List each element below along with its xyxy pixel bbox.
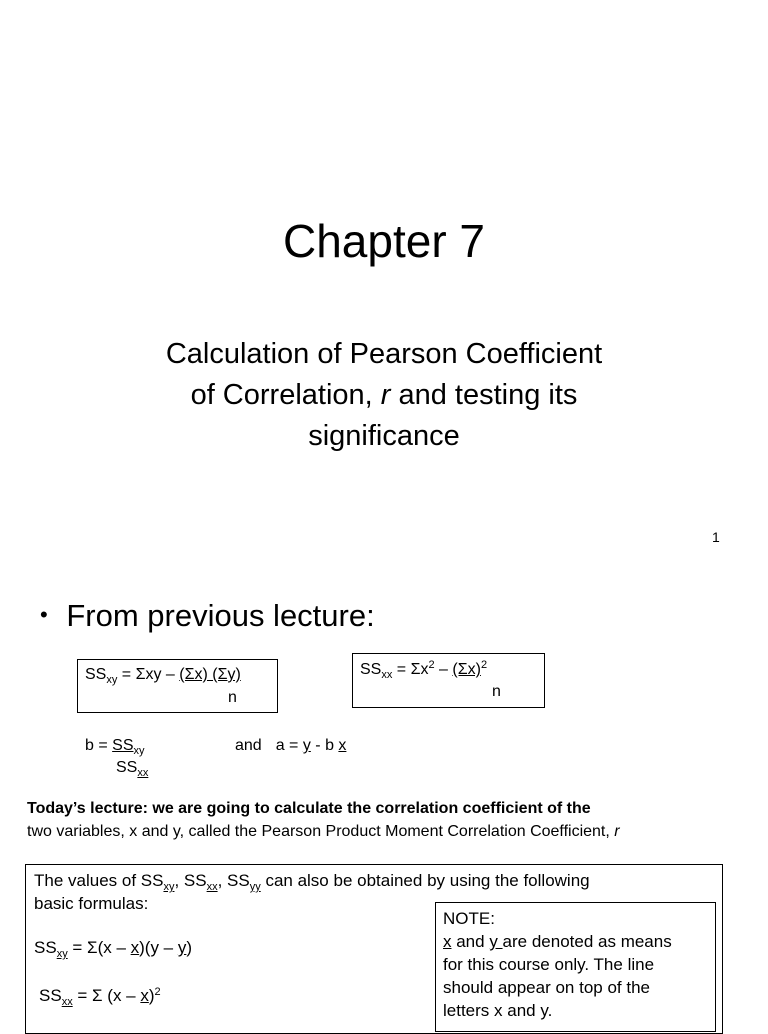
todays-lecture-r: r [614, 823, 620, 840]
subtitle-line-2-start: of Correlation, [190, 379, 381, 411]
dev-ssxx-end: ) [148, 986, 155, 1005]
subtitle-line-3: significance [308, 420, 460, 452]
bullet-icon: • [40, 602, 48, 627]
dev-ssxy-x-mean: x [130, 938, 140, 957]
note-line-2: for this course only. The line [443, 955, 655, 974]
vb-sub-xx: xx [206, 881, 218, 893]
note-title: NOTE: [443, 909, 495, 928]
dev-ssxx-x-mean: x [140, 986, 149, 1005]
b-denominator [116, 759, 148, 779]
b-num-ss: SS [112, 737, 134, 754]
ssxy-deviation-formula [34, 938, 192, 960]
ssxx-denominator: n [492, 683, 501, 700]
ssxy-denominator: n [228, 689, 237, 706]
b-den-ss: SS [116, 759, 138, 776]
note-line-1-rest: are denoted as means [502, 932, 672, 951]
ssxx-lhs: SS [360, 661, 382, 678]
vb-sub-xy: xy [163, 881, 175, 893]
dev-ssxy-y-mean: y [177, 938, 187, 957]
vb-text-a: The values of SS [34, 871, 164, 890]
note-box [435, 902, 716, 1032]
basic-formulas-line-2: basic formulas: [34, 894, 149, 913]
todays-lecture-line-2 [27, 823, 620, 841]
vb-sub-yy: yy [249, 881, 261, 893]
ssxy-numerator: (Σx) (Σy) [179, 666, 241, 683]
slide-subtitle [100, 334, 668, 457]
ssxx-formula-box [352, 653, 545, 708]
todays-lecture-text: two variables, x and y, called the Pearson Product Moment Correlation Coefficient, [27, 823, 615, 840]
ssxy-formula-box [77, 659, 278, 713]
note-content [443, 907, 672, 1022]
note-line-3: should appear on top of the [443, 978, 650, 997]
ssxx-sq: 2 [428, 659, 435, 671]
ssxx-formula-line [360, 659, 487, 681]
a-y-mean: y [302, 737, 311, 754]
dev-ssxy-sub: xy [56, 948, 68, 960]
ssxx-numerator: (Σx) [452, 661, 481, 678]
bullet-from-previous-lecture [40, 598, 375, 634]
basic-formulas-line-1 [34, 871, 590, 893]
a-x-mean: x [338, 737, 347, 754]
vb-text-b: , SS [174, 871, 207, 890]
ssxx-deviation-formula [39, 986, 161, 1008]
a-and: and [235, 737, 262, 754]
ssxy-eq: = Σxy – [117, 666, 180, 683]
b-lhs: b = [85, 737, 113, 754]
subtitle-line-1: Calculation of Pearson Coefficient [165, 338, 603, 370]
todays-lecture-line-1: Today’s lecture: we are going to calculate the correlation coefficient of the [27, 800, 591, 817]
a-mid: - b [310, 737, 339, 754]
dev-ssxy-mid: )(y – [139, 938, 178, 957]
ssxx-numerator-sq: 2 [480, 659, 488, 671]
subtitle-line-2-end: and testing its [390, 379, 578, 411]
a-lhs: a = [275, 737, 303, 754]
ssxy-formula-line [85, 666, 241, 686]
ssxx-lhs-sub: xx [381, 669, 393, 681]
b-num-sub: xy [133, 745, 145, 757]
dev-ssxy-eq: = Σ(x – [67, 938, 131, 957]
b-den-sub: xx [137, 767, 149, 779]
b-numerator [112, 737, 145, 757]
note-line-4: letters x and y. [443, 1001, 553, 1020]
dev-ssxx-lhs: SS [39, 986, 62, 1005]
slide-title: Chapter 7 [282, 215, 485, 267]
note-and: and [451, 932, 490, 951]
subtitle-line-2 [100, 375, 668, 416]
note-line-1 [443, 930, 672, 953]
dev-ssxx-sq: 2 [154, 986, 161, 998]
dev-ssxy-end: ) [186, 938, 193, 957]
page-number: 1 [712, 529, 720, 545]
dev-ssxy-lhs: SS [34, 938, 57, 957]
r-symbol: r [380, 379, 391, 411]
b-formula [85, 737, 144, 757]
ssxx-eq: = Σx [392, 661, 429, 678]
note-x-mean: x [443, 932, 452, 951]
vb-text-d: can also be obtained by using the following [260, 871, 590, 890]
dev-ssxx-sub: xx [61, 996, 73, 1008]
ssxy-lhs: SS [85, 666, 107, 683]
vb-text-c: , SS [217, 871, 250, 890]
a-formula [235, 737, 346, 755]
bullet-text: From previous lecture: [66, 598, 375, 633]
note-y-mean: y [489, 932, 503, 951]
ssxx-minus: – [434, 661, 453, 678]
ssxy-lhs-sub: xy [106, 674, 118, 686]
dev-ssxx-eq: = Σ (x – [72, 986, 141, 1005]
